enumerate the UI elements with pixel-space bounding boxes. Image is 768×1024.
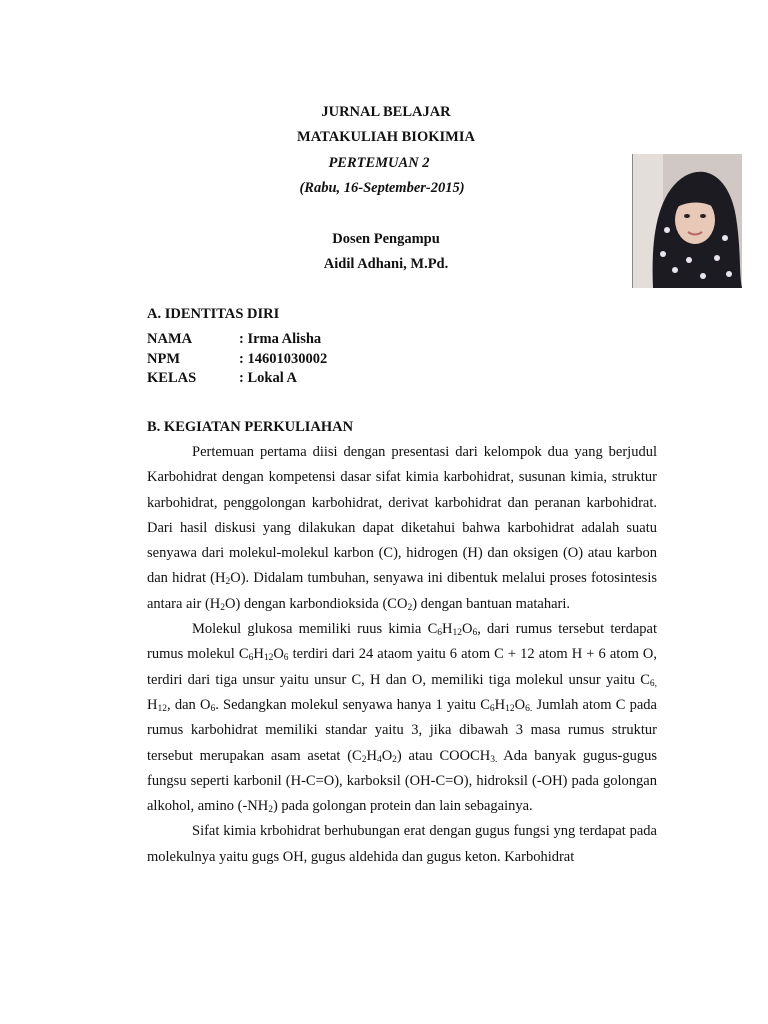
lecturer-label: Dosen Pengampu (332, 231, 440, 247)
lecturer-name: Aidil Adhani, M.Pd. (323, 256, 449, 272)
identity-row (147, 369, 547, 387)
identity-value: : Irma Alisha (239, 331, 322, 347)
course-title: MATAKULIAH BIOKIMIA (297, 129, 475, 145)
identity-value: : Lokal A (239, 370, 298, 386)
identity-value: : 14601030002 (239, 351, 328, 367)
identity-key: KELAS (147, 370, 197, 386)
student-photo (632, 154, 742, 288)
section-a-heading: A. IDENTITAS DIRI (147, 306, 280, 322)
identity-row (147, 350, 547, 368)
section-b-heading: B. KEGIATAN PERKULIAHAN (147, 419, 354, 435)
meeting-date: (Rabu, 16-September-2015) (299, 180, 465, 196)
identity-key: NPM (147, 351, 181, 367)
identity-key: NAMA (147, 331, 193, 347)
meeting-number: PERTEMUAN 2 (328, 155, 430, 171)
paragraph-3: Sifat kimia krbohidrat berhubungan erat dengan gugus fungsi yng terdapat pada molekulnya yaitu gugs OH, gugus aldehida dan gugus keton. Karbohidrat (147, 823, 657, 865)
paragraph-2: Molekul glukosa memiliki ruus kimia $C_6H_{12}O_6$, dari rumus tersebut terdapat rumus molekul $C_6H_{12}O_6$ terdiri dari 24 ataom yaitu 6 atom C + 12 atom H + 6 atom O, terdiri dari tiga unsur yaitu unsur C, H dan O, memiliki tiga molekul unsur yaitu $C_{6,}$ $H_{12}$, dan $O_6$. Sedangkan molekul senyawa hanya 1 yaitu $C_6H_{12}O_{6.}$ Jumlah atom C pada rumus karbohidrat memiliki standar yaitu 3, jika dibawah 3 masa rumus struktur tersebut merupakan asam asetat $(C_2H_4O_2)$ atau $COOCH_{3.}$ Ada banyak gugus-gugus fungsu seperti karbonil (H-C=O), karboksil (OH-C=O), hidroksil (-OH) pada golongan alkohol, amino $(-NH_2)$ pada golongan protein dan lain sebagainya. (147, 621, 658, 816)
identity-row (147, 330, 547, 348)
journal-title: JURNAL BELAJAR (321, 104, 451, 120)
student-portrait-icon (633, 154, 742, 288)
paragraph-1: Pertemuan pertama diisi dengan presentasi dari kelompok dua yang berjudul Karbohidrat dengan kompetensi dasar sifat kimia karbohidrat, susunan kimia, struktur karbohidrat, penggolongan karbohidrat, derivat karbohidrat dan peranan karbohidrat. Dari hasil diskusi yang dilakukan dapat diketahui bahwa karbohidrat adalah suatu senyawa dari molekul-molekul karbon (C), hidrogen (H) dan oksigen (O) atau karbon dan hidrat $(H_2O)$. Didalam tumbuhan, senyawa ini dibentuk melalui proses fotosintesis antara air $(H_2O)$ dengan karbondioksida $(CO_2)$ dengan bantuan matahari. (147, 444, 657, 613)
section-b-body (147, 440, 657, 870)
